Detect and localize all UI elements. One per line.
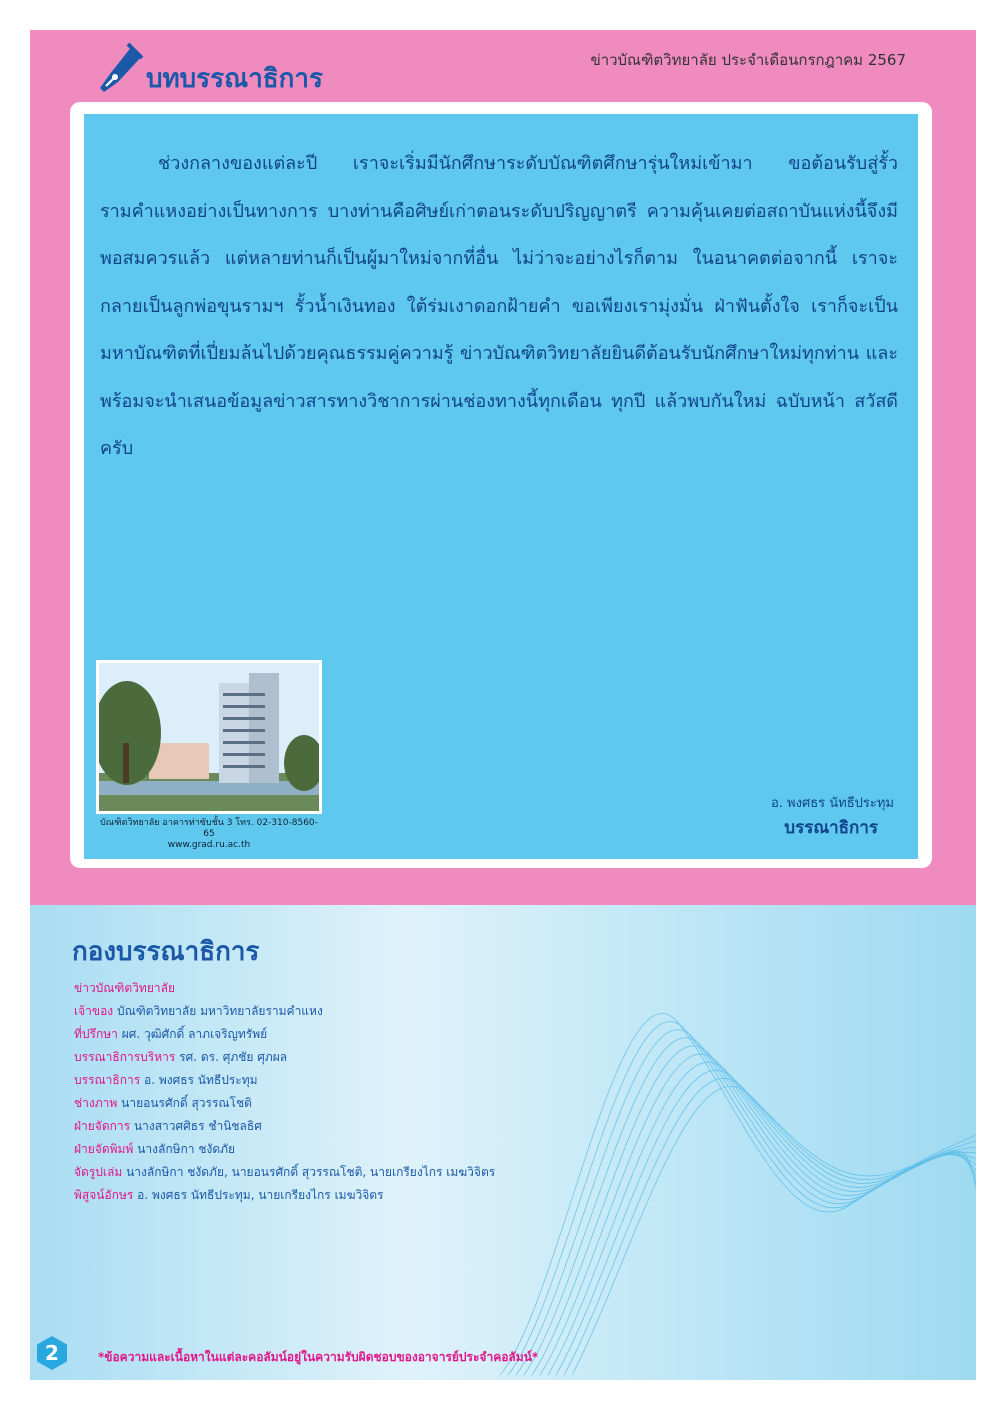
staff-name: ผศ. วุฒิศักดิ์ ลาภเจริญทรัพย์ [121,1027,268,1041]
issue-line: ข่าวบัณฑิตวิทยาลัย ประจำเดือนกรกฎาคม 2567 [590,51,906,69]
staff-role: ที่ปรึกษา [74,1027,118,1041]
staff-role: เจ้าของ [74,1004,114,1018]
photo-caption [96,818,322,851]
staff-role: ฝ่ายจัดพิมพ์ [74,1142,134,1156]
building-photo [96,660,322,814]
footnote: *ข้อความและเนื้อหาในแต่ละคอลัมน์อยู่ในความรับผิดชอบของอาจารย์ประจำคอลัมน์* [98,1350,539,1364]
staff-name: บัณฑิตวิทยาลัย มหาวิทยาลัยรามคำแหง [116,1004,323,1018]
top-section [30,30,976,905]
signature-title: บรรณาธิการ [784,818,878,838]
staff-entry [74,1000,495,1023]
staff-role: ช่างภาพ [74,1096,118,1110]
staff-entry [74,1092,495,1115]
staff-entry [74,1115,495,1138]
editorial-box [84,114,918,859]
staff-role: ฝ่ายจัดการ [74,1119,131,1133]
staff-name: นางสาวศศิธร ชำนิชลธิศ [133,1119,262,1133]
staff-name: อ. พงศธร นัทธีประทุม [143,1073,258,1087]
staff-name: รศ. ดร. ศุภชัย ศุภผล [179,1050,288,1064]
staff-role: บรรณาธิการ [74,1073,141,1087]
staff-entry [74,1046,495,1069]
staff-entry [74,1184,495,1207]
staff-list [74,977,495,1207]
building-photo-illustration [99,663,319,811]
staff-entry [74,1023,495,1046]
pen-nib-icon [98,42,144,96]
page-number-badge [34,1335,70,1371]
photo-caption-url: www.grad.ru.ac.th [167,840,251,850]
staff-name: นางลักษิกา ชงัดภัย, นายอนรศักดิ์ สุวรรณโชติ, นายเกรียงไกร เมฆวิจิตร [126,1165,496,1179]
column-logo [98,42,338,102]
column-title: บทบรรณาธิการ [146,64,323,94]
page-number: 2 [45,1341,59,1365]
staff-name: นางลักษิกา ชงัดภัย [137,1142,236,1156]
staff-role: บรรณาธิการบริหาร [74,1050,176,1064]
staff-role: จัดรูปเล่ม [74,1165,123,1179]
staff-entry [74,1138,495,1161]
signature-name: อ. พงศธร นัทธีประทุม [770,796,894,811]
photo-caption-address: บัณฑิตวิทยาลัย อาคารท่าซับชั้น 3 โทร. 02-310-8560-65 [100,818,318,839]
staff-entry [74,1161,495,1184]
staff-entry [74,977,495,1000]
staff-name: นายอนรศักดิ์ สุวรรณโชติ [121,1096,252,1110]
editorial-board-title: กองบรรณาธิการ [72,937,260,967]
editorial-board-section [30,905,976,1380]
staff-role: พิสูจน์อักษร [74,1188,134,1202]
staff-name: อ. พงศธร นัทธีประทุม, นายเกรียงไกร เมฆวิจิตร [137,1188,384,1202]
staff-entry [74,1069,495,1092]
staff-role: ข่าวบัณฑิตวิทยาลัย [74,981,175,995]
editorial-text: ช่วงกลางของแต่ละปี เราจะเริ่มมีนักศึกษาระดับบัณฑิตศึกษารุ่นใหม่เข้ามา ขอต้อนรับสู่รั้วรามคำแหงอย่างเป็นทางการ บางท่านคือศิษย์เก่าตอนระดับปริญญาตรี ความคุ้นเคยต่อสถาบันแห่งนี้จึงมีพอสมควรแล้ว แต่หลายท่านก็เป็นผู้มาใหม่จากที่อื่น ไม่ว่าจะอย่างไรก็ตาม ในอนาคตต่อจากนี้ เราจะกลายเป็นลูกพ่อขุนรามฯ รั้วน้ำเงินทอง ใต้ร่มเงาดอกฝ้ายคำ ขอเพียงเรามุ่งมั่น ฝ่าฟันตั้งใจ เราก็จะเป็นมหาบัณฑิตที่เปี่ยมล้นไปด้วยคุณธรรมคู่ความรู้ ข่าวบัณฑิตวิทยาลัยยินดีต้อนรับนักศึกษาใหม่ทุกท่าน และพร้อมจะนำเสนอข้อมูลข่าวสารทางวิชาการผ่านช่องทางนี้ทุกเดือน ทุกปี แล้วพบกันใหม่ ฉบับหน้า สวัสดีครับ [100,153,898,458]
